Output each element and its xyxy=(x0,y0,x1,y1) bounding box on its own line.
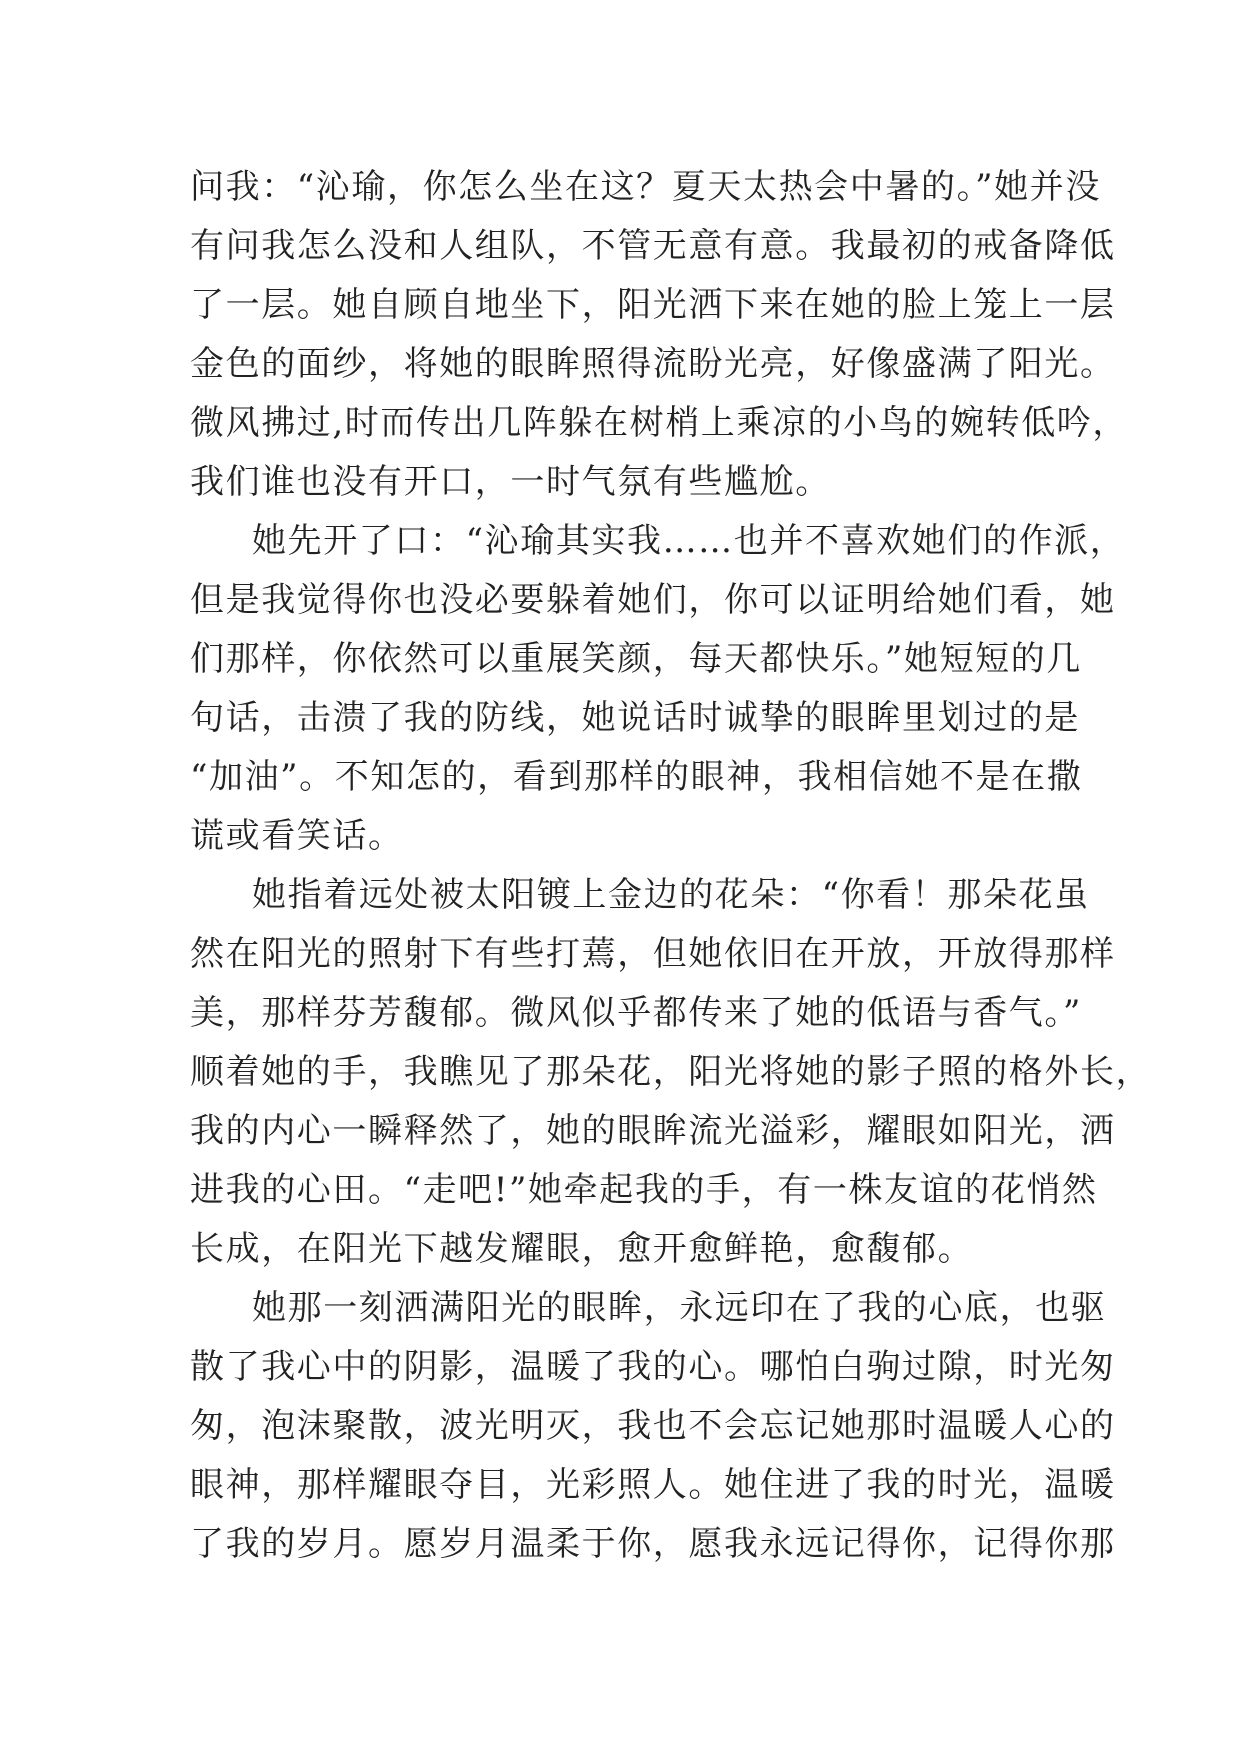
text-line: 进我的心田。“走吧!”她牵起我的手，有一株友谊的花悄然 xyxy=(190,1170,1098,1210)
body-text xyxy=(190,158,1152,1574)
text-line: “加油”。不知怎的，看到那样的眼神，我相信她不是在撒 xyxy=(190,757,1083,797)
paragraph-start-line: 她指着远处被太阳镀上金边的花朵：“你看！那朵花虽 xyxy=(252,875,1090,915)
text-line: 了我的岁月。愿岁月温柔于你，愿我永远记得你，记得你那 xyxy=(190,1524,1116,1564)
text-line: 谎或看笑话。 xyxy=(190,816,404,856)
text-line: 句话，击溃了我的防线，她说话时诚挚的眼眸里划过的是 xyxy=(190,698,1080,738)
paragraph-start-line: 她先开了口：“沁瑜其实我……也并不喜欢她们的作派， xyxy=(252,521,1126,561)
text-line: 了一层。她自顾自地坐下，阳光洒下来在她的脸上笼上一层 xyxy=(190,285,1116,325)
text-line: 散了我心中的阴影，温暖了我的心。哪怕白驹过隙，时光匆 xyxy=(190,1347,1116,1387)
text-line: 眼神，那样耀眼夺目，光彩照人。她住进了我的时光，温暖 xyxy=(190,1465,1116,1505)
text-line: 们那样，你依然可以重展笑颜，每天都快乐。”她短短的几 xyxy=(190,639,1082,679)
text-line: 微风拂过,时而传出几阵躲在树梢上乘凉的小鸟的婉转低吟， xyxy=(190,403,1129,443)
text-line: 我的内心一瞬释然了，她的眼眸流光溢彩，耀眼如阳光，洒 xyxy=(190,1111,1116,1151)
text-line: 金色的面纱，将她的眼眸照得流盼光亮，好像盛满了阳光。 xyxy=(190,344,1116,384)
text-line: 匆，泡沫聚散，波光明灭，我也不会忘记她那时温暖人心的 xyxy=(190,1406,1116,1446)
text-line: 然在阳光的照射下有些打蔫，但她依旧在开放，开放得那样 xyxy=(190,934,1116,974)
text-line: 我们谁也没有开口，一时气氛有些尴尬。 xyxy=(190,462,831,502)
text-line: 有问我怎么没和人组队，不管无意有意。我最初的戒备降低 xyxy=(190,226,1116,266)
text-line: 美，那样芬芳馥郁。微风似乎都传来了她的低语与香气。” xyxy=(190,993,1082,1033)
paragraph-start-line: 她那一刻洒满阳光的眼眸，永远印在了我的心底，也驱 xyxy=(252,1288,1107,1328)
text-line: 长成，在阳光下越发耀眼，愈开愈鲜艳，愈馥郁。 xyxy=(190,1229,974,1269)
text-line: 问我：“沁瑜，你怎么坐在这？夏天太热会中暑的。”她并没 xyxy=(190,167,1101,207)
text-line: 但是我觉得你也没必要躲着她们，你可以证明给她们看，她 xyxy=(190,580,1116,620)
text-line: 顺着她的手，我瞧见了那朵花，阳光将她的影子照的格外长， xyxy=(190,1052,1152,1092)
